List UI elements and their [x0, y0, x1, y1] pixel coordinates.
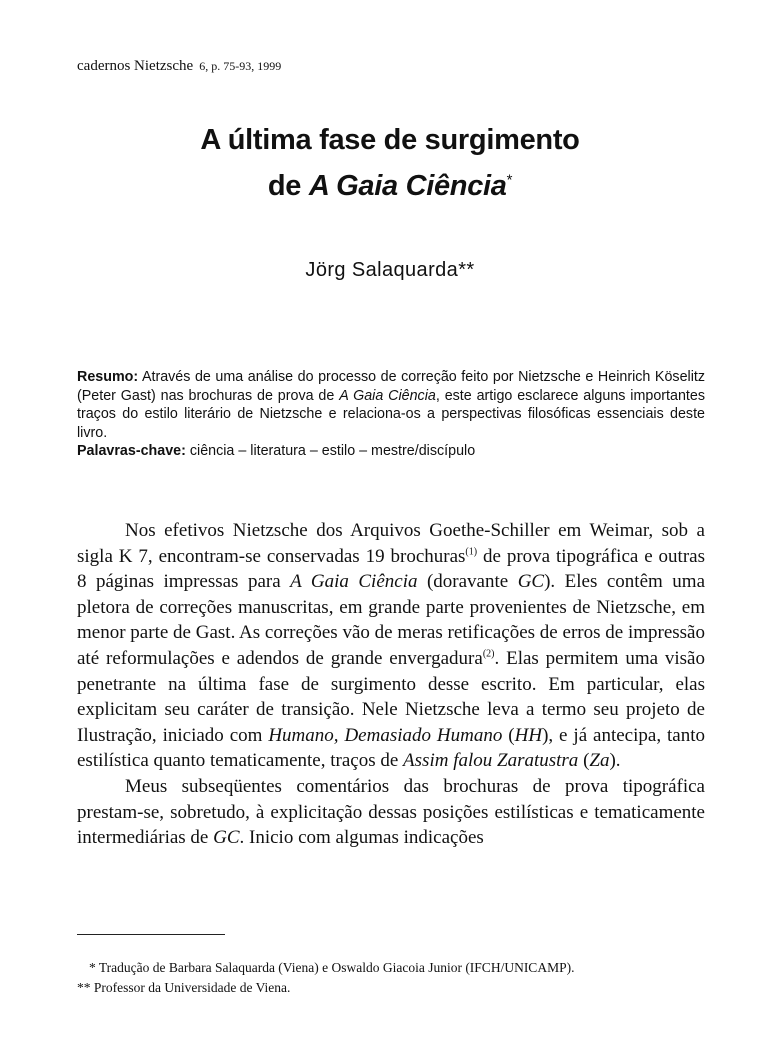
text-run: ).: [609, 750, 621, 772]
text-run: de prova tipográfica e outras 8 páginas impressas para: [77, 545, 705, 593]
text-run: . Inicio com algumas indicações: [239, 827, 484, 849]
footnote-ref-2: (2): [482, 648, 495, 660]
title-book-name: A Gaia Ciência: [308, 170, 507, 202]
text-run: . Elas permitem uma visão penetrante na última fase de surgimento desse escrito. Em particular, elas explicitam seu caráter de transição. Nele Nietzsche leva a termo seu projeto de Ilustração, iniciado com: [77, 647, 705, 746]
italic-run: GC: [517, 571, 545, 593]
text-run: (: [578, 750, 590, 772]
italic-run: Assim falou Zaratustra: [403, 750, 579, 772]
italic-run: HH: [514, 724, 543, 746]
italic-run: Za: [589, 750, 610, 772]
footnote-1: * Tradução de Barbara Salaquarda (Viena) e Oswaldo Giacoia Junior (IFCH/UNICAMP).: [89, 960, 575, 975]
keywords-text: ciência – literatura – estilo – mestre/discípulo: [185, 443, 476, 459]
text-run: (doravante: [417, 571, 518, 593]
resumo-book-title: A Gaia Ciência: [339, 387, 436, 404]
italic-run: A Gaia Ciência: [290, 571, 418, 593]
text-run: Nos efetivos Nietzsche dos Arquivos Goethe-Schiller em Weimar, sob a sigla K 7, encontram-se conservadas 19 brochuras: [77, 520, 705, 567]
text-run: ), e já antecipa, tanto estilística quanto tematicamente, traços de: [77, 724, 705, 772]
author-name: Jörg Salaquarda**: [305, 259, 475, 281]
footnote-separator: [77, 934, 225, 935]
resumo-text-1: Através de uma análise do processo de correção feito por Nietzsche e Heinrich Köselitz (Peter Gast) nas brochuras de prova de: [77, 369, 705, 404]
journal-name: cadernos Nietzsche: [77, 58, 194, 74]
paragraph-1: [77, 518, 705, 774]
text-run: ). Eles contêm uma pletora de correções manuscritas, em grande parte provenientes de Nietzsche, em menor parte de Gast. As correções vão de meras retificações de erros de impressão até reformulações e adendos de grande envergadura: [77, 571, 706, 669]
resumo-text-2: , este artigo esclarece alguns importantes traços do estilo literário de Nietzsche e relaciona-os a perspectivas filosóficas essenciais deste livro.: [77, 387, 705, 441]
article-title-line2: [0, 170, 780, 203]
abstract-resumo: [77, 368, 705, 442]
paragraph-2: [77, 774, 705, 851]
footnote-2: ** Professor da Universidade de Viena.: [77, 980, 291, 995]
italic-run: GC: [213, 827, 240, 849]
footnote-ref-1: (1): [465, 546, 478, 558]
text-run: (: [502, 724, 515, 746]
resumo-label: Resumo:: [77, 369, 139, 385]
italic-run: Humano, Demasiado Humano: [268, 724, 503, 746]
title-prefix: de: [267, 170, 309, 202]
text-run: Meus subseqüentes comentários das brochuras de prova tipográfica prestam-se, sobretudo, à explicitação dessas posições estilísticas e tematicamente intermediárias de: [77, 775, 705, 849]
title-footnote-mark: *: [506, 171, 513, 189]
abstract-keywords: [77, 442, 705, 461]
abstract: [77, 368, 705, 461]
article-title-line1: A última fase de surgimento: [200, 124, 580, 156]
footnotes: [77, 958, 717, 998]
keywords-label: Palavras-chave:: [77, 443, 186, 459]
volume-info: 6, p. 75-93, 1999: [199, 59, 282, 73]
body-text: [77, 518, 705, 851]
running-header: [77, 58, 281, 75]
